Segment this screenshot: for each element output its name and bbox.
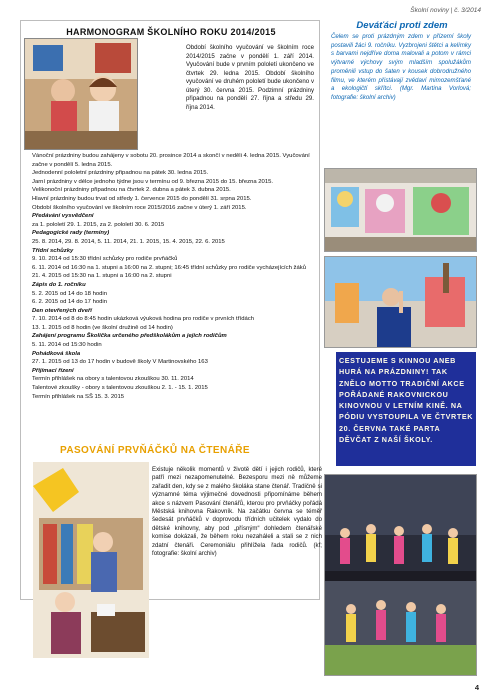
schedule-line: Vánoční prázdniny budou zahájeny v sobotu 20. prosince 2014 a skončí v neděli 4. ledna 2015. Vyučování začne v pondělí 5. ledna 2015. [32, 153, 310, 168]
schedule-line: 25. 8. 2014, 29. 8. 2014, 5. 11. 2014, 21. 1. 2015, 15. 4. 2015, 22. 6. 2015 [32, 238, 225, 245]
schedule-line: 9. 10. 2014 od 15:30 třídní schůzky pro rodiče prvňáčků [32, 256, 178, 263]
schedule-line: Hlavní prázdniny budou trvat od středy 1. července 2015 do pondělí 31. srpna 2015. [32, 195, 252, 202]
schedule-line: Termín přihlášek na SŠ 15. 3. 2015 [32, 393, 125, 400]
section-heading: Předávání vysvědčení [32, 213, 94, 220]
schedule-line: Jarní prázdniny v délce jednoho týdne jsou v termínu od 9. března 2015 do 15. března 2015. [32, 178, 274, 185]
library-photo [33, 462, 149, 658]
page-number: 4 [474, 683, 479, 692]
schedule-line: 5. 11. 2014 od 15:30 hodin [32, 342, 102, 349]
schedule-line: 7. 10. 2014 od 8 do 8:45 hodin ukázková výuková hodina pro rodiče v prvních třídách [32, 316, 255, 323]
schedule-line: 13. 1. 2015 od 8 hodin (ve školní družině od 14 hodin) [32, 324, 173, 331]
section-heading: Pohádková škola [32, 350, 81, 357]
issue-label: Školní noviny | č. 3/2014 [410, 7, 481, 14]
schedule-line: Termín přihlášek na obory s talentovou zkouškou 30. 11. 2014 [32, 376, 194, 383]
section-heading: Třídní schůzky [32, 247, 74, 254]
dance-photo [324, 474, 477, 676]
schedule-line: 27. 1. 2015 od 13 do 17 hodin v budově školy V Martinovského 163 [32, 359, 208, 366]
schedule-line: 6. 11. 2014 od 16:30 na 1. stupni a 16:00 na 2. stupni; 16:45 třídní schůzky pro rodiče vycházejících žáků [32, 264, 306, 271]
section-heading: Den otevřených dveří [32, 307, 92, 314]
mural-photo-1 [324, 168, 477, 252]
schedule-line: Jednodenní pololetní prázdniny připadnou na pátek 30. ledna 2015. [32, 170, 209, 177]
classroom-photo [24, 38, 138, 150]
section-heading: Zápis do 1. ročníku [32, 281, 86, 288]
schedule-line: 21. 4. 2015 od 15:30 na 1. stupni a 16:00 na 2. stupni [32, 273, 172, 280]
section-heading: Zahájení programu Školička určeného předškolákům a jejich rodičům [32, 333, 227, 340]
cinema-text: CESTUJEME S KINNOU ANEB HURÁ NA PRÁZDNINY! TAK ZNĚLO MOTTO TRADIČNÍ AKCE POŘÁDANÉ RAKOVNICKOU KINOVNOU V LETNÍM KINĚ. NA PÓDIU VYSTOUPILA VE ČTVRTEK 20. ČERVNA TAKÉ PARTA DĚVČAT Z NAŠÍ ŠKOLY. [339, 356, 474, 445]
schedule-line: Talentové zkoušky - obory s talentovou zkouškou 2. 1. - 15. 1. 2015 [32, 385, 208, 392]
harmonogram-title: HARMONOGRAM ŠKOLNÍHO ROKU 2014/2015 [66, 27, 276, 37]
schedule-line: 6. 2. 2015 od 14 do 17 hodin [32, 299, 108, 306]
pasovani-text: Existuje několik momentů v životě dětí i jejich rodičů, které patří mezi nezapomenutelné. Bezesporu mezi ně můžeme zařadit den, kdy se z malého školáka stane čtenář. Tradičně si významné téma výjimečné dovednosti připomínáme během akce s názvem Pasování čtenářů, kterou pro prvňáčky pořádá Městská knihovna Rakovník. Na začátku června se téměř šedesát prvňáčků v doprovodu třídních učitelek vydalo do dětské knihovny, aby pod „přísným“ dohledem čtenářské komise dokázali, že během roku nezaháleli a stali se z nich zdatní čtenáři. Ceremoniálu přihlížela řada rodičů. (kf; fotografie: školní archiv) [152, 466, 322, 558]
schedule-line: 5. 2. 2015 od 14 do 18 hodin [32, 290, 108, 297]
section-heading: Přijímací řízení [32, 367, 74, 374]
section-heading: Pedagogické rady (termíny) [32, 230, 110, 237]
harmonogram-lead: Období školního vyučování ve školním roce 2014/2015 začne v pondělí 1. září 2014. Vyučování bude v prvním pololetí ukončeno ve čtvrtek 29. ledna 2015. Období školního vyučování ve druhém pololetí bude ukončeno v úterý 30. června 2015. Podzimní prázdniny připadnou na pondělí 27. října a středu 29. října 2014. [186, 44, 314, 111]
cinema-banner [336, 352, 476, 466]
schedule-list [32, 152, 318, 401]
devataci-text: Čelem se proti prázdným zdem v přízemí školy postavili žáci 9. ročníku. Vyzbrojeni štětci a kelímky s barvami nejdříve doma malovali a potom v rámci výtvarné výchovy svým mladším spolužákům proměnili vstup do šaten v kousek dobrodružného filmu, ve kterém přistávají zvědaví mimozemšťané a ekologičtí skřítci. (Mgr. Martina Vorlová; fotografie: školní archiv) [331, 33, 471, 101]
pasovani-title: PASOVÁNÍ PRVŇÁČKŮ NA ČTENÁŘE [60, 445, 250, 456]
schedule-line: Období školního vyučování ve školním roce 2015/2016 začne v úterý 1. září 2015. [32, 204, 247, 211]
mural-photo-2 [324, 256, 477, 348]
schedule-line: Velikonoční prázdniny připadnou na čtvrtek 2. dubna a pátek 3. dubna 2015. [32, 187, 231, 194]
schedule-line: za 1. pololetí 29. 1. 2015, za 2. pololetí 30. 6. 2015 [32, 221, 165, 228]
devataci-title: Deváťáci proti zdem [356, 20, 448, 31]
